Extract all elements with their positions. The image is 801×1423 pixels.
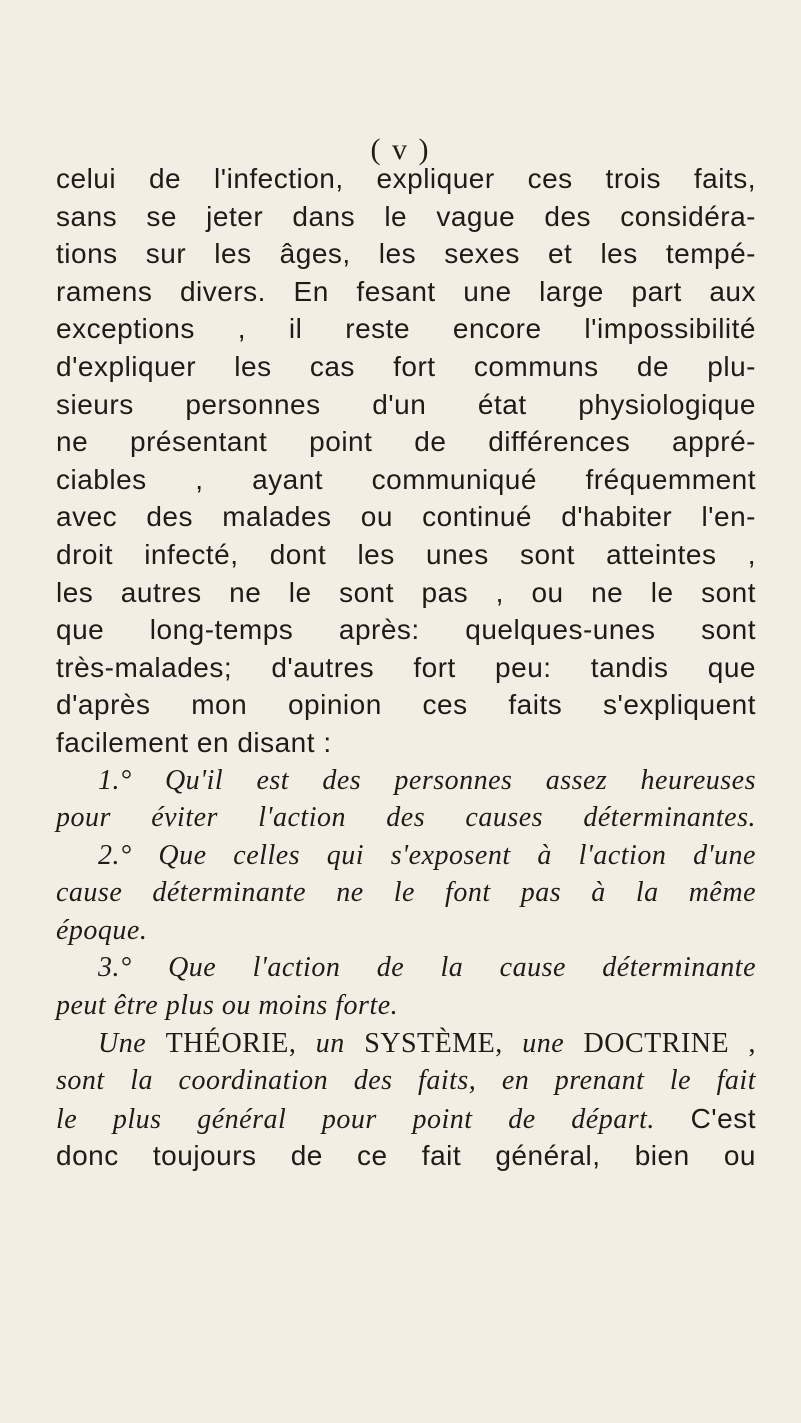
paragraph-line: d'après mon opinion ces faits s'expliquent [56, 689, 756, 721]
paragraph-line: très-malades; d'autres fort peu: tandis que [56, 651, 756, 683]
closing-line-4: donc toujours de ce fait général, bien ou [56, 1140, 756, 1172]
closing-italic-text: le plus général pour point de départ. [56, 1103, 655, 1135]
paragraph-line: ramens divers. En fesant une large part aux [56, 275, 756, 307]
paragraph-line: sans se jeter dans le vague des considéra- [56, 200, 756, 232]
paragraph-line: tions sur les âges, les sexes et les tempé- [56, 238, 756, 270]
list-item-3-line: 3.° Que l'action de la cause déterminante [98, 952, 756, 984]
list-item-3-line: peut être plus ou moins forte. [56, 990, 399, 1022]
closing-word: Une [98, 1027, 147, 1059]
closing-line-1 [56, 1025, 756, 1063]
list-item-2-line: 2.° Que celles qui s'exposent à l'action d'une [98, 839, 756, 871]
paragraph-line: sieurs personnes d'un état physiologique [56, 388, 756, 420]
closing-word: une [522, 1027, 565, 1059]
list-item-2-line: époque. [56, 914, 148, 946]
closing-roman-text: C'est [690, 1102, 756, 1134]
paragraph-line: ciables , ayant communiqué fréquemment [56, 463, 756, 495]
paragraph-line: facilement en disant : [56, 726, 332, 758]
closing-word: THÉORIE [165, 1027, 289, 1059]
page-number: ( v ) [370, 133, 431, 166]
closing-word: DOCTRINE , [583, 1027, 757, 1059]
paragraph-line: ne présentant point de différences appré- [56, 426, 756, 458]
closing-line-2: sont la coordination des faits, en prenant le fait [56, 1065, 756, 1097]
list-item-2-line: cause déterminante ne le font pas à la même [56, 877, 756, 909]
paragraph-line: avec des malades ou continué d'habiter l'en- [56, 501, 756, 533]
paragraph-line: les autres ne le sont pas , ou ne le sont [56, 576, 756, 608]
paragraph-line: exceptions , il reste encore l'impossibilité [56, 313, 756, 345]
closing-word: SYSTÈME, [364, 1027, 503, 1059]
paragraph-line: d'expliquer les cas fort communs de plu- [56, 350, 756, 382]
closing-word: un [315, 1027, 345, 1059]
paragraph-line: celui de l'infection, expliquer ces trois faits, [56, 163, 756, 194]
list-item-1-line: 1.° Qu'il est des personnes assez heureuses [98, 764, 756, 796]
list-item-1-line: pour éviter l'action des causes déterminantes. [56, 802, 756, 834]
body-text [56, 160, 756, 1175]
paragraph-line: que long-temps après: quelques-unes sont [56, 614, 756, 646]
paragraph-line: droit infecté, dont les unes sont atteintes , [56, 538, 756, 570]
closing-line-3 [56, 1100, 756, 1138]
closing-word: , [288, 1027, 297, 1059]
